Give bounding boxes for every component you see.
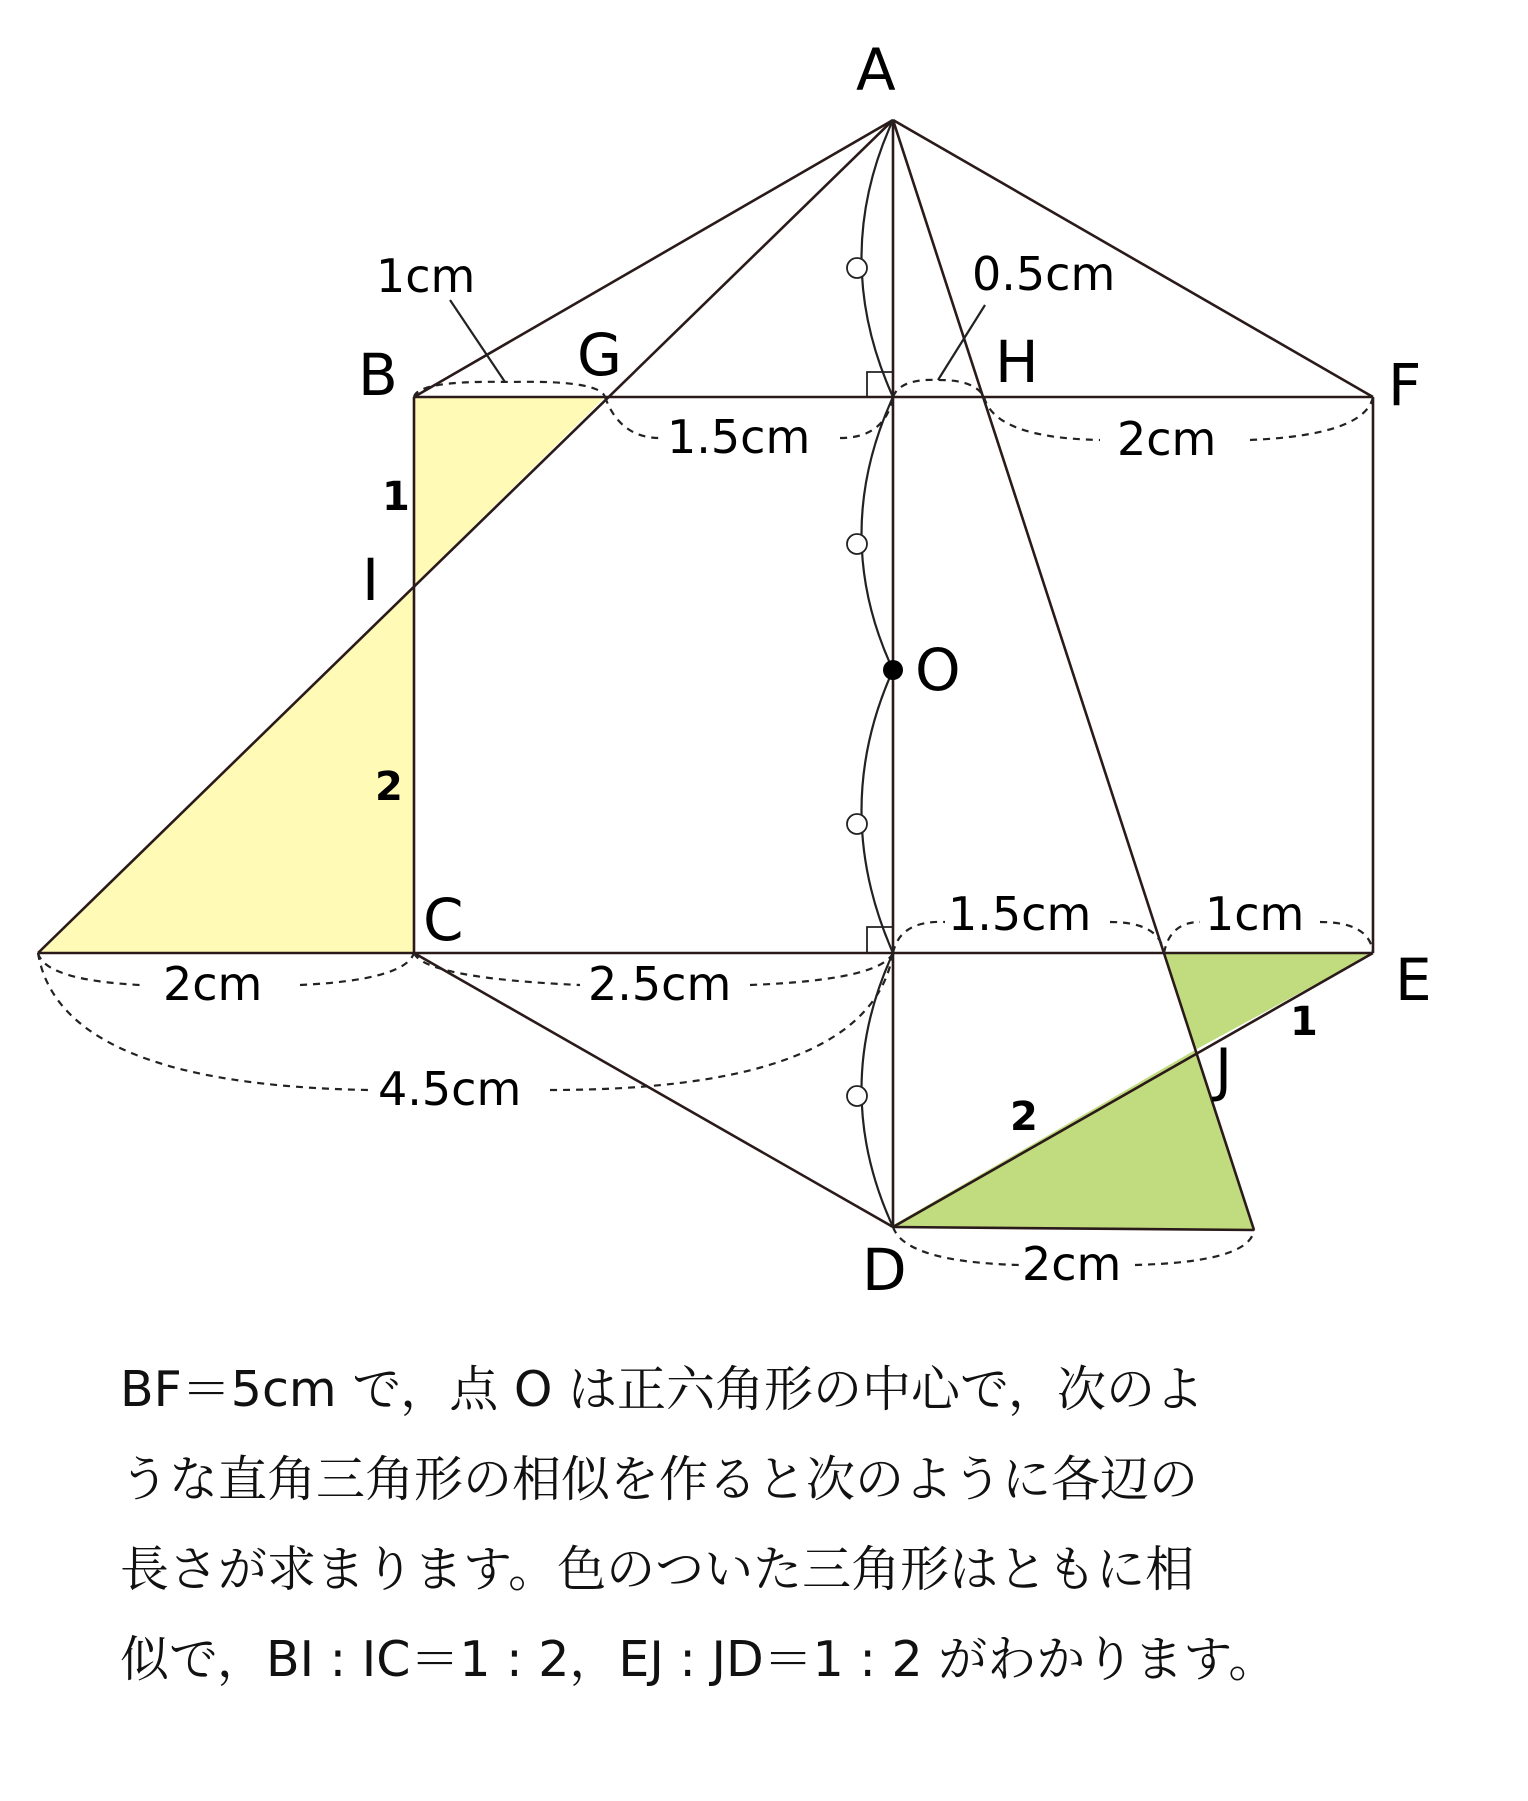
measure-d-bottom: 2cm xyxy=(1022,1237,1122,1291)
label-i: I xyxy=(362,546,380,614)
right-angle-mark-bottom xyxy=(867,927,893,953)
measure-total: 4.5cm xyxy=(378,1062,522,1116)
caption xyxy=(120,1345,1450,1705)
measure-hf: 2cm xyxy=(1117,412,1217,466)
ratio-ej: 1 xyxy=(1290,999,1318,1045)
center-point xyxy=(883,660,903,680)
label-j: J xyxy=(1215,1036,1233,1104)
caption-line: 似で，BI : IC＝1 : 2，EJ : JD＝1 : 2 がわかります。 xyxy=(120,1631,1278,1688)
label-d: D xyxy=(862,1236,907,1304)
measure-mh: 0.5cm xyxy=(972,247,1116,301)
ratio-jd: 2 xyxy=(1010,1094,1038,1140)
ratio-ic: 2 xyxy=(375,764,403,810)
measure-bg: 1cm xyxy=(376,249,476,303)
green-triangle-small xyxy=(1164,953,1373,1050)
label-a: A xyxy=(856,36,896,104)
green-triangle-large xyxy=(890,1050,1254,1230)
label-h: H xyxy=(995,328,1039,396)
yellow-triangle xyxy=(414,397,605,585)
label-e: E xyxy=(1395,946,1432,1014)
measure-cn: 2.5cm xyxy=(588,957,732,1011)
right-angle-mark-top xyxy=(867,372,893,397)
measure-gm: 1.5cm xyxy=(667,410,811,464)
label-c: C xyxy=(423,886,464,954)
measure-left-ext: 2cm xyxy=(163,957,263,1011)
label-o: O xyxy=(915,636,961,704)
label-g: G xyxy=(577,321,622,389)
caption-line: BF＝5cm で，点 O は正六角形の中心で，次のよ xyxy=(120,1361,1204,1418)
label-b: B xyxy=(358,341,398,409)
label-f: F xyxy=(1388,351,1422,419)
measure-k-e: 1cm xyxy=(1205,887,1305,941)
caption-line: 長さが求まります。色のついた三角形はともに相 xyxy=(120,1541,1195,1598)
hexagon xyxy=(38,120,1373,1227)
ratio-bi: 1 xyxy=(382,474,410,520)
caption-line: うな直角三角形の相似を作ると次のように各辺の xyxy=(120,1451,1199,1508)
measure-n-k: 1.5cm xyxy=(948,887,1092,941)
